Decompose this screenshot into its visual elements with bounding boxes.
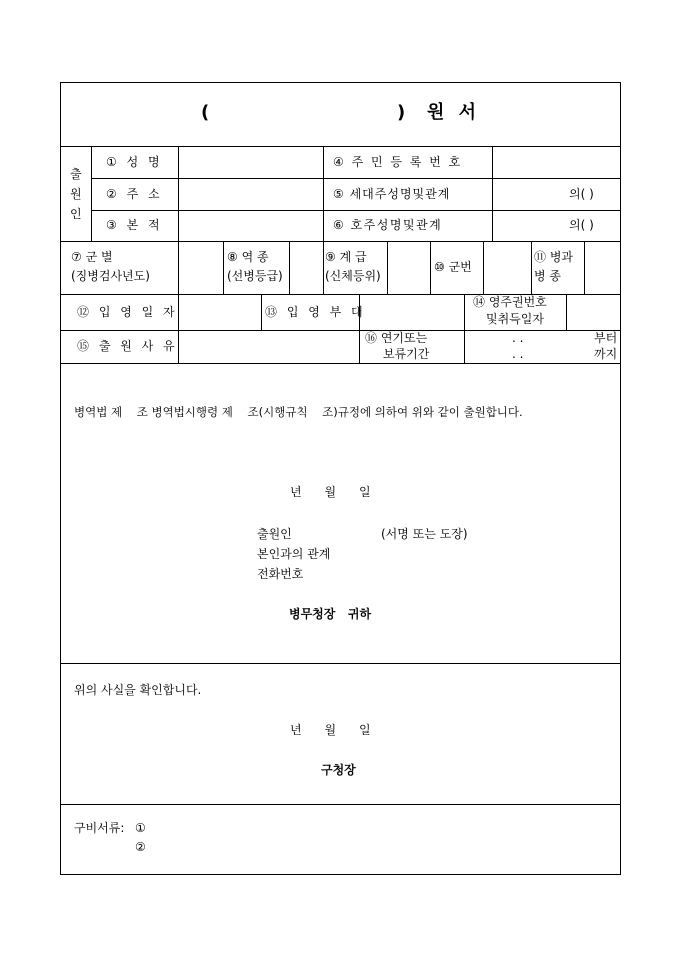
- confirmation-statement: 위의 사실을 확인합니다.: [74, 683, 202, 697]
- rule: [323, 241, 324, 294]
- rule: [531, 241, 532, 294]
- service-type-label: ⑧ 역 종: [227, 250, 269, 264]
- rule: [178, 146, 179, 241]
- rule: [483, 241, 484, 294]
- service-no-label: ⑩ 군번: [434, 260, 472, 274]
- household-label: ⑤ 세대주성명및관계: [333, 187, 451, 201]
- application-statement: 병역법 제 조 병역법시행령 제 조(시행규칙 조)규정에 의하여 위와 같이 출원합니다.: [74, 405, 523, 419]
- rule: [61, 363, 620, 364]
- confirmation-date-line: 년 월 일: [290, 723, 371, 737]
- rule: [61, 330, 620, 331]
- residency-date-label: 및취득일자: [486, 312, 544, 326]
- name-label: ① 성 명: [106, 155, 163, 169]
- rule: [91, 146, 92, 241]
- rule: [289, 241, 290, 294]
- rule: [323, 146, 324, 241]
- period-label-2: 보류기간: [383, 347, 430, 361]
- signature-note: (서명 또는 도장): [381, 527, 468, 541]
- application-date-line: 년 월 일: [290, 485, 371, 499]
- period-from-dots: . .: [512, 331, 524, 345]
- applicant-group-label-2: 원: [70, 187, 82, 201]
- rule: [387, 241, 388, 294]
- applicant-group-label-3: 인: [70, 207, 82, 221]
- page-title: 원 서: [427, 102, 481, 123]
- rule: [61, 241, 620, 242]
- confirmation-issuer: 구청장: [321, 763, 356, 777]
- branch-label: ⑦ 군 별: [71, 250, 113, 264]
- service-grade-label: (선병등급): [227, 269, 283, 283]
- period-until-dots: . .: [512, 347, 524, 361]
- enlist-date-label: ⑫ 입 영 일 자: [77, 305, 178, 319]
- specialty-type-label: 병 종: [534, 269, 561, 283]
- relation-line: 본인과의 관계: [257, 547, 331, 561]
- rule: [61, 804, 620, 805]
- specialty-label: ⑪ 병과: [534, 250, 573, 264]
- physical-grade-label: (신체등위): [325, 269, 381, 283]
- rule: [464, 294, 465, 330]
- rule: [223, 241, 224, 294]
- residency-no-label: ⑭ 영주권번호: [473, 295, 547, 309]
- title-close-paren: ): [397, 102, 410, 123]
- family-head-label: ⑥ 호주성명및관계: [333, 218, 443, 232]
- rule: [178, 241, 179, 294]
- rule: [492, 146, 493, 241]
- rule: [178, 294, 179, 330]
- rule: [61, 146, 620, 147]
- resident-no-label: ④ 주 민 등 록 번 호: [333, 155, 463, 169]
- applicant-line: 출원인: [257, 527, 292, 541]
- rule: [359, 330, 360, 363]
- rule: [584, 241, 585, 294]
- period-label: ⑯ 연기또는: [365, 331, 428, 345]
- documents-label: 구비서류:: [74, 821, 125, 835]
- family-head-relation-suffix: 의( ): [569, 218, 594, 232]
- rule: [566, 294, 567, 330]
- rank-label: ⑨ 계 급: [325, 250, 367, 264]
- rule: [430, 241, 431, 294]
- rule: [178, 330, 179, 363]
- rule: [464, 330, 465, 363]
- title-open-paren: (: [201, 102, 214, 123]
- address-label: ② 주 소: [106, 187, 163, 201]
- addressee: 병무청장 귀하: [289, 607, 372, 621]
- registry-label: ③ 본 적: [106, 218, 163, 232]
- application-form: [60, 82, 621, 875]
- period-until-label: 까지: [594, 347, 618, 361]
- documents-item-2: ②: [135, 840, 146, 854]
- applicant-group-label-1: 출: [70, 167, 82, 181]
- rule: [91, 178, 620, 179]
- rule: [261, 294, 262, 330]
- enlist-unit-label: ⑬ 입 영 부 대: [265, 305, 366, 319]
- reason-label: ⑮ 출 원 사 유: [77, 339, 178, 353]
- rule: [61, 663, 620, 664]
- branch-year-label: (징병검사년도): [71, 269, 150, 283]
- phone-line: 전화번호: [257, 567, 304, 581]
- household-relation-suffix: 의( ): [569, 187, 594, 201]
- documents-item-1: ①: [135, 821, 146, 835]
- rule: [91, 210, 620, 211]
- period-from-label: 부터: [594, 331, 618, 345]
